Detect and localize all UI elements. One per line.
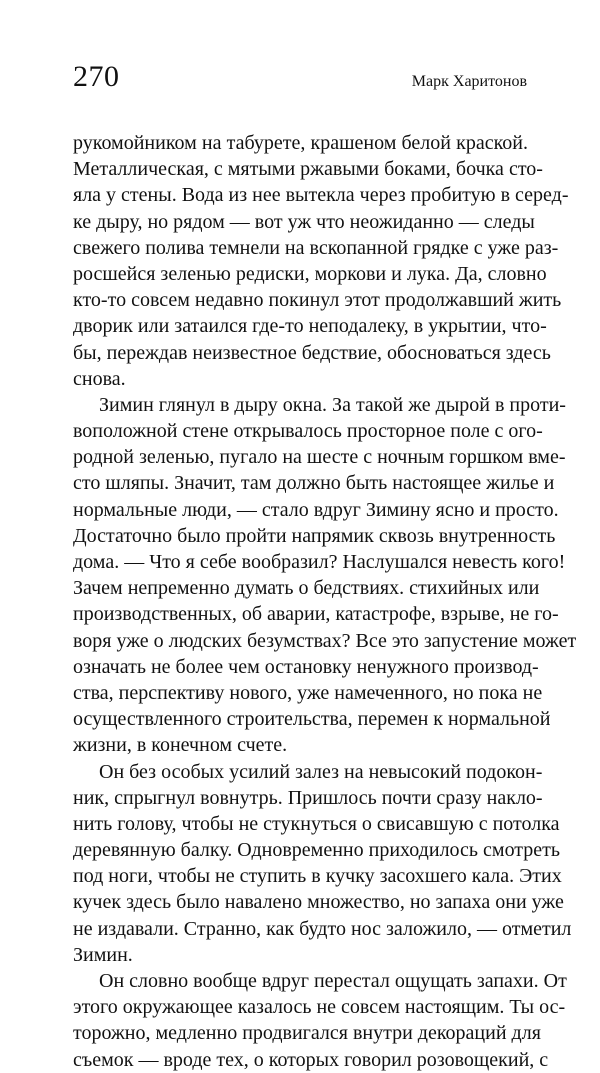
text-line: производственных, об аварии, катастрофе, взрыве, не го- [73,603,559,626]
text-line: дворик или затаился где-то неподалеку, в укрытии, что- [73,315,547,338]
text-line: Зимин. [73,943,133,966]
text-line: бы, переждав неизвестное бедствие, обосноваться здесь [73,341,551,364]
body-text [73,130,577,1073]
text-line: ства, перспективу нового, уже намеченного, но пока не [73,681,543,704]
text-line: воря уже о людских безумствах? Все это запустение может [73,629,577,652]
text-line: сто шляпы. Значит, там должно быть настоящее жилье и [73,472,555,495]
text-line: Металлическая, с мятыми ржавыми боками, бочка сто- [73,158,543,181]
text-line: ке дыру, но рядом — вот уж что неожиданно — следы [73,210,535,233]
text-line: Зимин глянул в дыру окна. За такой же дырой в проти- [99,393,566,416]
text-line: Зачем непременно думать о бедствиях. стихийных или [73,577,540,600]
text-line: росшейся зеленью редиски, моркови и лука. Да, словно [73,262,547,285]
text-line: воположной стене открывалось просторное поле с ого- [73,420,543,443]
text-line: Он словно вообще вдруг перестал ощущать запахи. От [99,970,567,992]
text-line: Достаточно было пройти напрямик сквозь внутренность [73,524,556,547]
text-line: жизни, в конечном счете. [73,734,288,757]
text-line: родной зеленью, пугало на шесте с ночным горшком вме- [73,446,566,469]
text-line: деревянную балку. Одновременно приходилось смотреть [73,839,561,862]
text-line: рукомойником на табурете, крашеном белой краской. [73,132,528,154]
text-line: снова. [73,367,126,390]
text-line: яла у стены. Вода из нее вытекла через пробитую в серед- [73,184,569,207]
text-line: кто-то совсем недавно покинул этот продолжавший жить [73,289,562,312]
text-line: кучек здесь было навалено множество, но запаха они уже [73,891,564,914]
page-number: 270 [73,60,120,93]
text-line: Он без особых усилий залез на невысокий подокон- [99,760,543,783]
text-line: нить голову, чтобы не стукнуться о свисавшую с потолка [73,812,560,835]
text-line: дома. — Что я себе вообразил? Наслушался невесть кого! [73,551,566,573]
text-line: свежего полива темнели на вскопанной грядке с уже раз- [73,236,559,259]
text-line: ник, спрыгнул вовнутрь. Пришлось почти сразу накло- [73,786,543,809]
running-head-author: Марк Харитонов [411,73,527,90]
text-line: съемок — вроде тех, о которых говорил розовощекий, с [73,1048,549,1071]
text-line: не издавали. Странно, как будто нос заложило, — отметил [73,917,572,940]
text-line: этого окружающее казалось не совсем настоящим. Ты ос- [73,996,566,1019]
text-line: нормальные люди, — стало вдруг Зимину ясно и просто. [73,498,559,521]
text-line: торожно, медленно продвигался внутри декораций для [73,1022,541,1045]
text-line: осуществленного строительства, перемен к нормальной [73,708,551,731]
text-line: означать не более чем остановку ненужного производ- [73,655,539,678]
text-line: под ноги, чтобы не ступить в кучку засохшего кала. Этих [73,865,562,888]
